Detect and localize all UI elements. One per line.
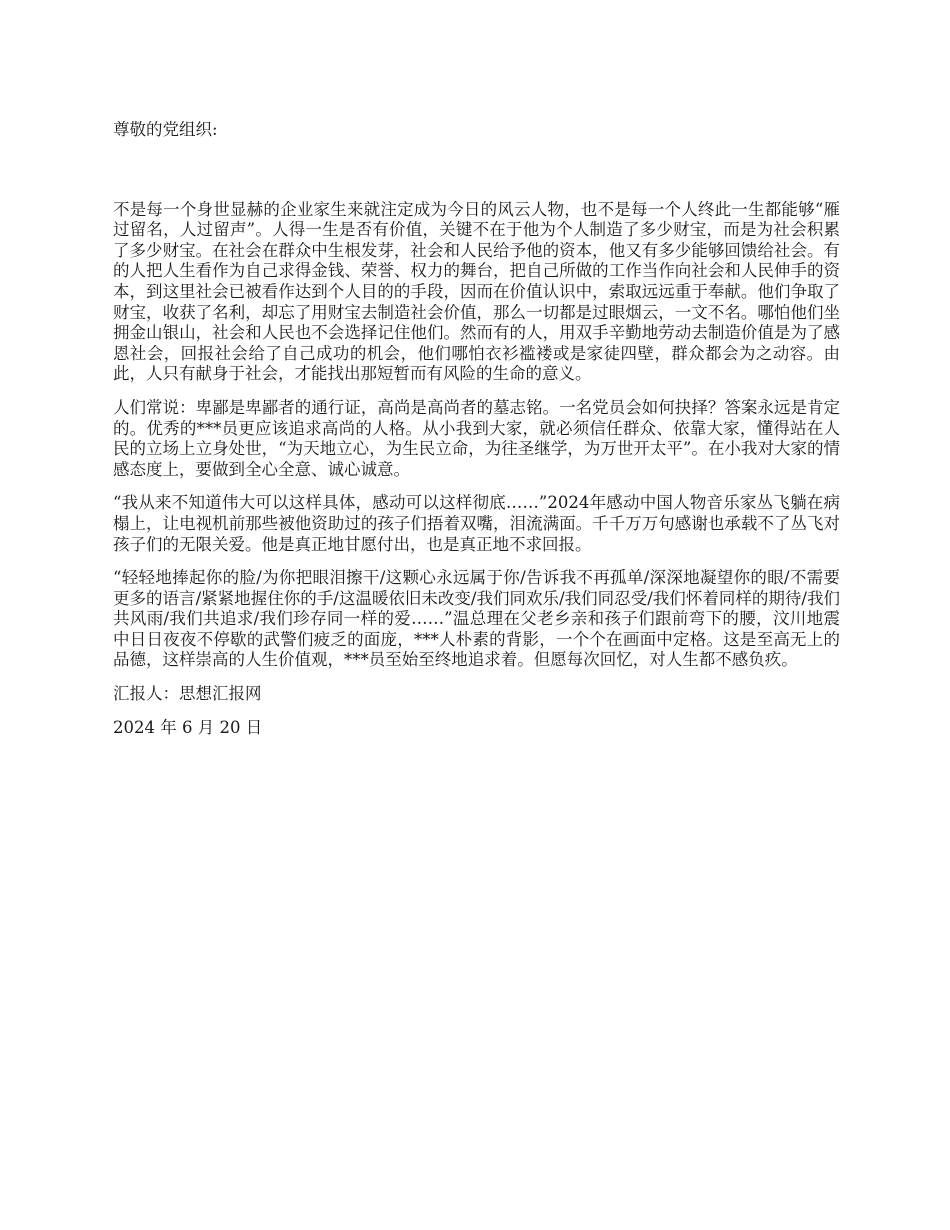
document-body [113, 120, 840, 751]
reporter-line: 汇报人：思想汇报网 [113, 684, 262, 704]
paragraph-4: “轻轻地捧起你的脸/为你把眼泪擦干/这颗心永远属于你/告诉我不再孤单/深深地凝望你的眼/不需要更多的语言/紧紧地握住你的手/这温暖依旧未改变/我们同欢乐/我们同忍受/我们怀着同样的期待/我们共风雨/我们共追求/我们珍存同一样的爱……”温总理在父老乡亲和孩子们跟前弯下的腰，汶川地震中日日夜夜不停歇的武警们疲乏的面庞，***人朴素的背影，一个个在画面中定格。这是至高无上的品德，这样崇高的人生价值观，***员至始至终地追求着。但愿每次回忆，对人生都不感负疚。 [113, 568, 840, 670]
salutation: 尊敬的党组织: [113, 120, 218, 139]
paragraph-2: 人们常说：卑鄙是卑鄙者的通行证，高尚是高尚者的墓志铭。一名党员会如何抉择？答案永远是肯定的。优秀的***员更应该追求高尚的人格。从小我到大家，就必须信任群众、依靠大家，懂得站在人民的立场上立身处世，“为天地立心，为生民立命，为往圣继学，为万世开太平”。在小我对大家的情感态度上，要做到全心全意、诚心诚意。 [113, 397, 840, 479]
paragraph-3: “我从来不知道伟大可以这样具体，感动可以这样彻底……”2024年感动中国人物音乐家丛飞躺在病榻上，让电视机前那些被他资助过的孩子们捂着双嘴，泪流满面。千千万万句感谢也承载不了丛飞对孩子们的无限关爱。他是真正地甘愿付出，也是真正地不求回报。 [113, 493, 840, 554]
paragraph-1: 不是每一个身世显赫的企业家生来就注定成为今日的风云人物，也不是每一个人终此一生都能够“雁过留名，人过留声”。人得一生是否有价值，关键不在于他为个人制造了多少财宝，而是为社会积累了多少财宝。在社会在群众中生根发芽，社会和人民给予他的资本，他又有多少能够回馈给社会。有的人把人生看作为自己求得金钱、荣誉、权力的舞台，把自己所做的工作当作向社会和人民伸手的资本，到这里社会已被看作达到个人目的的手段，因而在价值认识中，索取远远重于奉献。他们争取了财宝，收获了名利，却忘了用财宝去制造社会价值，那么一切都是过眼烟云，一文不名。哪怕他们坐拥金山银山，社会和人民也不会选择记住他们。然而有的人，用双手辛勤地劳动去制造价值是为了感恩社会，回报社会给了自己成功的机会，他们哪怕衣衫褴褛或是家徒四壁，群众都会为之动容。由此，人只有献身于社会，才能找出那短暂而有风险的生命的意义。 [113, 199, 840, 384]
report-date: 2024 年 6 月 20 日 [113, 717, 263, 737]
